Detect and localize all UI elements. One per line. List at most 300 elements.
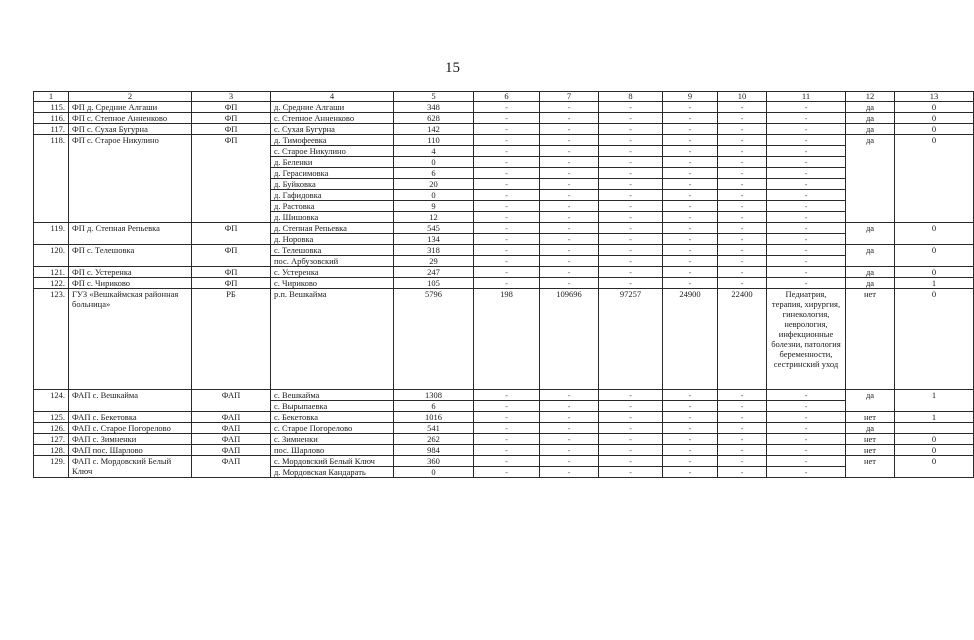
row-number-cell: 125. (34, 412, 69, 423)
value-cell: - (540, 223, 599, 234)
table-row (34, 456, 974, 467)
row-number-cell: 122. (34, 278, 69, 289)
specialties-cell: - (767, 201, 846, 212)
value-cell: - (540, 113, 599, 124)
facility-type-cell: ФП (192, 223, 271, 245)
facility-name-cell: ФАП пос. Шарлово (69, 445, 192, 456)
settlement-cell: с. Вырыпаевка (271, 401, 394, 412)
population-cell: 29 (394, 256, 474, 267)
facility-name-cell: ФАП с. Вешкайма (69, 390, 192, 412)
settlement-cell: с. Степное Анненково (271, 113, 394, 124)
specialties-cell: - (767, 423, 846, 434)
value-cell: 109696 (540, 289, 599, 390)
value-cell: - (718, 256, 767, 267)
settlement-cell: д. Средние Алгаши (271, 102, 394, 113)
facility-name-cell: ФАП с. Старое Погорелово (69, 423, 192, 434)
value-cell: 198 (474, 289, 540, 390)
value-cell: 24900 (663, 289, 718, 390)
value-cell: - (663, 124, 718, 135)
value-cell: - (540, 401, 599, 412)
value-cell: - (718, 401, 767, 412)
facility-type-cell: ФП (192, 124, 271, 135)
value-cell: - (663, 157, 718, 168)
value-cell: - (474, 278, 540, 289)
value-cell: - (599, 201, 663, 212)
col13-cell: 0 (895, 267, 974, 278)
header-cell: 12 (846, 92, 895, 102)
settlement-cell: пос. Шарлово (271, 445, 394, 456)
header-cell: 13 (895, 92, 974, 102)
population-cell: 9 (394, 201, 474, 212)
population-cell: 541 (394, 423, 474, 434)
table-row (34, 445, 974, 456)
settlement-cell: д. Мордовская Кандарать (271, 467, 394, 478)
settlement-cell: д. Гафидовка (271, 190, 394, 201)
population-cell: 360 (394, 456, 474, 467)
facility-type-cell: ФП (192, 113, 271, 124)
value-cell: - (718, 467, 767, 478)
value-cell: - (663, 113, 718, 124)
value-cell: - (540, 256, 599, 267)
value-cell: - (540, 146, 599, 157)
value-cell: - (474, 412, 540, 423)
table-row (34, 245, 974, 256)
value-cell: - (540, 234, 599, 245)
value-cell: - (663, 223, 718, 234)
page-number: 15 (445, 60, 460, 76)
value-cell: - (718, 124, 767, 135)
facility-name-cell: ФП с. Старое Никулино (69, 135, 192, 223)
population-cell: 0 (394, 190, 474, 201)
row-number-cell: 127. (34, 434, 69, 445)
facility-type-cell: ФАП (192, 456, 271, 478)
facility-name-cell: ФАП с. Зимненки (69, 434, 192, 445)
value-cell: - (599, 401, 663, 412)
population-cell: 134 (394, 234, 474, 245)
value-cell: - (474, 190, 540, 201)
value-cell: - (540, 278, 599, 289)
row-number-cell: 118. (34, 135, 69, 223)
value-cell: - (718, 434, 767, 445)
value-cell: - (474, 390, 540, 401)
value-cell: - (474, 245, 540, 256)
table-row (34, 223, 974, 234)
value-cell: - (540, 423, 599, 434)
value-cell: - (663, 434, 718, 445)
settlement-cell: д. Буйковка (271, 179, 394, 190)
value-cell: - (599, 278, 663, 289)
col13-cell: 0 (895, 245, 974, 267)
col13-cell: 1 (895, 390, 974, 412)
value-cell: 97257 (599, 289, 663, 390)
value-cell: - (718, 212, 767, 223)
facility-name-cell: ФП с. Устеренка (69, 267, 192, 278)
value-cell: - (718, 223, 767, 234)
value-cell: - (474, 102, 540, 113)
value-cell: - (718, 456, 767, 467)
value-cell: - (540, 245, 599, 256)
specialties-cell: - (767, 278, 846, 289)
specialties-cell: - (767, 467, 846, 478)
facility-name-cell: ФП д. Средние Алгаши (69, 102, 192, 113)
specialties-cell: - (767, 256, 846, 267)
specialties-cell: - (767, 146, 846, 157)
value-cell: - (474, 401, 540, 412)
value-cell: - (474, 201, 540, 212)
population-cell: 318 (394, 245, 474, 256)
col13-cell: 0 (895, 434, 974, 445)
facility-type-cell: ФАП (192, 412, 271, 423)
table-row (34, 278, 974, 289)
facility-type-cell: ФП (192, 278, 271, 289)
value-cell: - (540, 456, 599, 467)
settlement-cell: с. Телешовка (271, 245, 394, 256)
value-cell: - (599, 135, 663, 146)
col12-cell: да (846, 390, 895, 412)
value-cell: - (663, 146, 718, 157)
header-row (34, 92, 974, 102)
value-cell: - (718, 445, 767, 456)
facility-name-cell: ФАП с. Бекетовка (69, 412, 192, 423)
value-cell: - (599, 234, 663, 245)
value-cell: - (540, 434, 599, 445)
table-row (34, 423, 974, 434)
population-cell: 110 (394, 135, 474, 146)
header-cell: 1 (34, 92, 69, 102)
col13-cell: 0 (895, 102, 974, 113)
population-cell: 247 (394, 267, 474, 278)
value-cell: - (540, 190, 599, 201)
value-cell: - (663, 168, 718, 179)
specialties-cell: - (767, 102, 846, 113)
settlement-cell: с. Устеренка (271, 267, 394, 278)
value-cell: - (599, 157, 663, 168)
row-number-cell: 124. (34, 390, 69, 412)
value-cell: - (718, 190, 767, 201)
value-cell: - (474, 456, 540, 467)
value-cell: - (663, 412, 718, 423)
specialties-cell: - (767, 124, 846, 135)
value-cell: - (474, 467, 540, 478)
settlement-cell: с. Бекетовка (271, 412, 394, 423)
value-cell: - (663, 245, 718, 256)
value-cell: - (718, 234, 767, 245)
value-cell: - (474, 135, 540, 146)
value-cell: - (540, 201, 599, 212)
value-cell: 22400 (718, 289, 767, 390)
value-cell: - (663, 179, 718, 190)
value-cell: - (540, 102, 599, 113)
value-cell: - (474, 168, 540, 179)
value-cell: - (474, 124, 540, 135)
value-cell: - (474, 423, 540, 434)
table-row (34, 267, 974, 278)
value-cell: - (718, 267, 767, 278)
table-row (34, 102, 974, 113)
specialties-cell: - (767, 190, 846, 201)
settlement-cell: д. Тимофеевка (271, 135, 394, 146)
facility-type-cell: ФП (192, 102, 271, 113)
value-cell: - (599, 223, 663, 234)
row-number-cell: 120. (34, 245, 69, 267)
facility-name-cell: ГУЗ «Вешкаймская районная больница» (69, 289, 192, 390)
table-row (34, 135, 974, 146)
col12-cell: да (846, 267, 895, 278)
value-cell: - (663, 278, 718, 289)
header-cell: 4 (271, 92, 394, 102)
settlement-cell: с. Вешкайма (271, 390, 394, 401)
value-cell: - (540, 157, 599, 168)
table-row (34, 113, 974, 124)
population-cell: 1308 (394, 390, 474, 401)
population-cell: 0 (394, 157, 474, 168)
value-cell: - (663, 390, 718, 401)
value-cell: - (599, 212, 663, 223)
value-cell: - (599, 124, 663, 135)
row-number-cell: 119. (34, 223, 69, 245)
value-cell: - (599, 168, 663, 179)
value-cell: - (474, 146, 540, 157)
col12-cell: да (846, 245, 895, 267)
header-cell: 2 (69, 92, 192, 102)
value-cell: - (540, 168, 599, 179)
specialties-cell: - (767, 401, 846, 412)
value-cell: - (663, 201, 718, 212)
settlement-cell: д. Герасимовка (271, 168, 394, 179)
value-cell: - (718, 168, 767, 179)
settlement-cell: пос. Арбузовский (271, 256, 394, 267)
population-cell: 12 (394, 212, 474, 223)
facility-name-cell: ФАП с. Мордовский Белый Ключ (69, 456, 192, 478)
header-cell: 8 (599, 92, 663, 102)
col13-cell (895, 423, 974, 434)
facility-name-cell: ФП с. Степное Анненково (69, 113, 192, 124)
settlement-cell: с. Чириково (271, 278, 394, 289)
value-cell: - (663, 102, 718, 113)
value-cell: - (663, 135, 718, 146)
value-cell: - (718, 179, 767, 190)
value-cell: - (663, 445, 718, 456)
value-cell: - (599, 267, 663, 278)
value-cell: - (599, 190, 663, 201)
value-cell: - (599, 102, 663, 113)
settlement-cell: с. Мордовский Белый Ключ (271, 456, 394, 467)
value-cell: - (474, 434, 540, 445)
col12-cell: да (846, 423, 895, 434)
col12-cell: нет (846, 289, 895, 390)
population-cell: 262 (394, 434, 474, 445)
settlement-cell: с. Зимненки (271, 434, 394, 445)
value-cell: - (599, 456, 663, 467)
value-cell: - (718, 412, 767, 423)
row-number-cell: 123. (34, 289, 69, 390)
header-cell: 7 (540, 92, 599, 102)
population-cell: 5796 (394, 289, 474, 390)
facility-type-cell: ФП (192, 245, 271, 267)
facilities-table (33, 91, 974, 478)
value-cell: - (540, 212, 599, 223)
specialties-cell: - (767, 390, 846, 401)
facility-type-cell: ФАП (192, 423, 271, 434)
population-cell: 105 (394, 278, 474, 289)
value-cell: - (718, 102, 767, 113)
specialties-cell: - (767, 223, 846, 234)
value-cell: - (540, 267, 599, 278)
col12-cell: да (846, 278, 895, 289)
col13-cell: 0 (895, 223, 974, 245)
col12-cell: да (846, 124, 895, 135)
value-cell: - (540, 390, 599, 401)
value-cell: - (663, 234, 718, 245)
row-number-cell: 116. (34, 113, 69, 124)
value-cell: - (663, 456, 718, 467)
col13-cell: 0 (895, 445, 974, 456)
specialties-cell: - (767, 212, 846, 223)
value-cell: - (599, 412, 663, 423)
population-cell: 0 (394, 467, 474, 478)
value-cell: - (718, 135, 767, 146)
settlement-cell: р.п. Вешкайма (271, 289, 394, 390)
settlement-cell: д. Беленки (271, 157, 394, 168)
col12-cell: да (846, 102, 895, 113)
table-row (34, 412, 974, 423)
value-cell: - (599, 245, 663, 256)
specialties-cell: - (767, 267, 846, 278)
specialties-cell: - (767, 168, 846, 179)
value-cell: - (474, 267, 540, 278)
header-cell: 5 (394, 92, 474, 102)
settlement-cell: с. Старое Никулино (271, 146, 394, 157)
value-cell: - (474, 445, 540, 456)
value-cell: - (718, 201, 767, 212)
value-cell: - (540, 412, 599, 423)
col12-cell: нет (846, 445, 895, 456)
specialties-cell: - (767, 234, 846, 245)
value-cell: - (663, 212, 718, 223)
specialties-cell: - (767, 412, 846, 423)
col12-cell: нет (846, 412, 895, 423)
population-cell: 6 (394, 168, 474, 179)
row-number-cell: 126. (34, 423, 69, 434)
specialties-cell: Педиатрия, терапия, хирургия, гинекология, неврология, инфекционные болезни, патология беременности, сестринский уход (767, 289, 846, 390)
specialties-cell: - (767, 135, 846, 146)
settlement-cell: с. Старое Погорелово (271, 423, 394, 434)
value-cell: - (718, 113, 767, 124)
header-cell: 11 (767, 92, 846, 102)
value-cell: - (663, 190, 718, 201)
col13-cell: 0 (895, 456, 974, 478)
header-cell: 3 (192, 92, 271, 102)
col12-cell: да (846, 113, 895, 124)
value-cell: - (599, 423, 663, 434)
specialties-cell: - (767, 113, 846, 124)
specialties-cell: - (767, 434, 846, 445)
facility-type-cell: ФАП (192, 390, 271, 412)
population-cell: 984 (394, 445, 474, 456)
facility-type-cell: РБ (192, 289, 271, 390)
settlement-cell: д. Растовка (271, 201, 394, 212)
population-cell: 4 (394, 146, 474, 157)
row-number-cell: 117. (34, 124, 69, 135)
value-cell: - (718, 423, 767, 434)
value-cell: - (599, 146, 663, 157)
facility-name-cell: ФП с. Сухая Бугурна (69, 124, 192, 135)
col13-cell: 0 (895, 124, 974, 135)
row-number-cell: 121. (34, 267, 69, 278)
settlement-cell: д. Шишовка (271, 212, 394, 223)
row-number-cell: 128. (34, 445, 69, 456)
facility-type-cell: ФП (192, 135, 271, 223)
population-cell: 20 (394, 179, 474, 190)
col12-cell: да (846, 223, 895, 245)
facility-name-cell: ФП с. Чириково (69, 278, 192, 289)
specialties-cell: - (767, 445, 846, 456)
specialties-cell: - (767, 157, 846, 168)
value-cell: - (599, 390, 663, 401)
value-cell: - (663, 267, 718, 278)
value-cell: - (599, 179, 663, 190)
value-cell: - (474, 212, 540, 223)
value-cell: - (599, 256, 663, 267)
settlement-cell: с. Сухая Бугурна (271, 124, 394, 135)
population-cell: 142 (394, 124, 474, 135)
facility-type-cell: ФАП (192, 445, 271, 456)
value-cell: - (599, 445, 663, 456)
value-cell: - (474, 223, 540, 234)
value-cell: - (599, 467, 663, 478)
population-cell: 628 (394, 113, 474, 124)
value-cell: - (474, 179, 540, 190)
facility-type-cell: ФП (192, 267, 271, 278)
value-cell: - (663, 256, 718, 267)
col12-cell: нет (846, 434, 895, 445)
settlement-cell: д. Степная Репьевка (271, 223, 394, 234)
table-row (34, 434, 974, 445)
specialties-cell: - (767, 456, 846, 467)
table-row (34, 390, 974, 401)
col12-cell: да (846, 135, 895, 223)
value-cell: - (663, 467, 718, 478)
settlement-cell: д. Норовка (271, 234, 394, 245)
value-cell: - (718, 245, 767, 256)
value-cell: - (718, 157, 767, 168)
row-number-cell: 129. (34, 456, 69, 478)
value-cell: - (540, 445, 599, 456)
value-cell: - (663, 401, 718, 412)
population-cell: 348 (394, 102, 474, 113)
facility-name-cell: ФП д. Степная Репьевка (69, 223, 192, 245)
col13-cell: 1 (895, 412, 974, 423)
col13-cell: 0 (895, 289, 974, 390)
specialties-cell: - (767, 179, 846, 190)
header-cell: 6 (474, 92, 540, 102)
value-cell: - (540, 179, 599, 190)
value-cell: - (474, 113, 540, 124)
value-cell: - (540, 135, 599, 146)
facility-type-cell: ФАП (192, 434, 271, 445)
col13-cell: 0 (895, 113, 974, 124)
specialties-cell: - (767, 245, 846, 256)
value-cell: - (663, 423, 718, 434)
table-row (34, 289, 974, 390)
col13-cell: 0 (895, 135, 974, 223)
row-number-cell: 115. (34, 102, 69, 113)
col12-cell: нет (846, 456, 895, 478)
population-cell: 6 (394, 401, 474, 412)
facility-name-cell: ФП с. Телешовка (69, 245, 192, 267)
population-cell: 545 (394, 223, 474, 234)
header-cell: 9 (663, 92, 718, 102)
